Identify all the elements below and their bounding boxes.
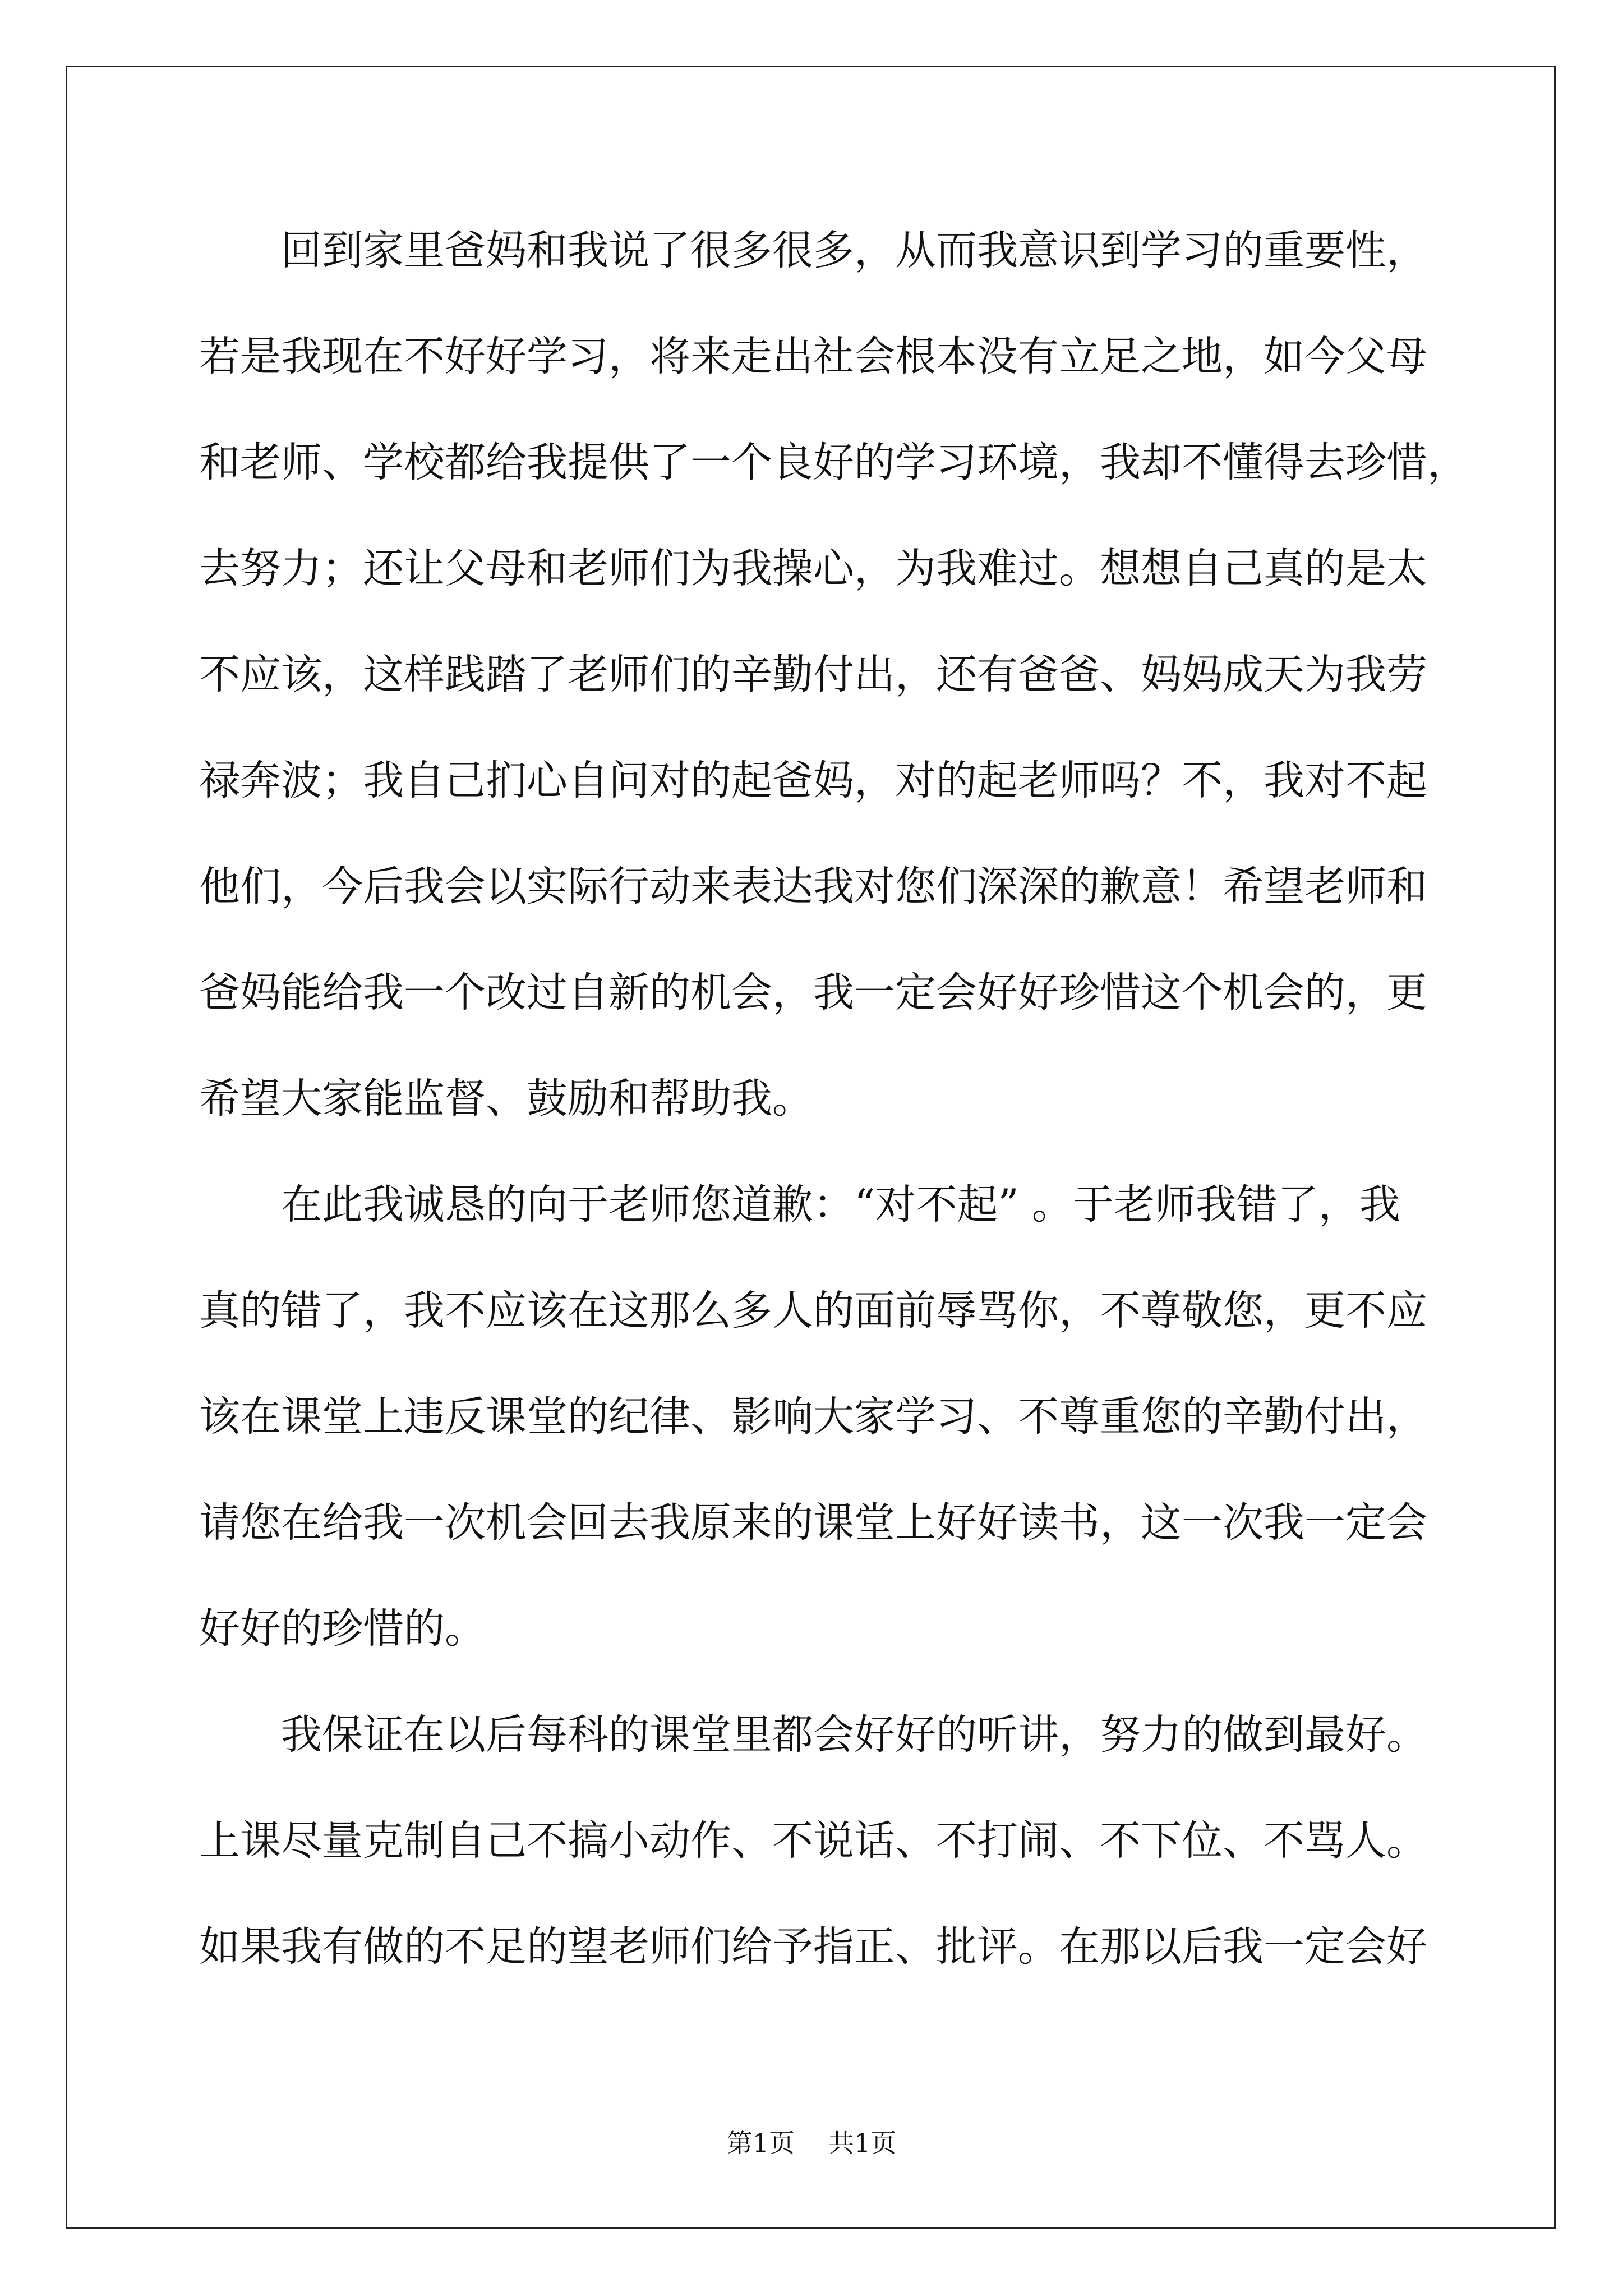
text-line: 去努力；还让父母和老师们为我操心，为我难过。想想自己真的是太 bbox=[199, 545, 1427, 592]
text-line: 我保证在以后每科的课堂里都会好好的听讲，努力的做到最好。 bbox=[281, 1711, 1427, 1759]
text-line: 真的错了，我不应该在这那么多人的面前辱骂你，不尊敬您，更不应 bbox=[199, 1287, 1427, 1335]
paragraph-2 bbox=[199, 1152, 1523, 1682]
text-line: 若是我现在不好好学习，将来走出社会根本没有立足之地，如今父母 bbox=[199, 333, 1427, 380]
text-line: 希望大家能监督、鼓励和帮助我。 bbox=[199, 1075, 813, 1122]
text-line: 和老师、学校都给我提供了一个良好的学习环境，我却不懂得去珍惜， bbox=[199, 439, 1468, 486]
text-line: 爸妈能给我一个改过自新的机会，我一定会好好珍惜这个机会的，更 bbox=[199, 969, 1427, 1016]
page-footer bbox=[0, 2126, 1623, 2160]
text-line: 上课尽量克制自己不搞小动作、不说话、不打闹、不下位、不骂人。 bbox=[199, 1817, 1427, 1865]
text-line: 请您在给我一次机会回去我原来的课堂上好好读书，这一次我一定会 bbox=[199, 1499, 1427, 1547]
text-line: 他们，今后我会以实际行动来表达我对您们深深的歉意！希望老师和 bbox=[199, 863, 1427, 910]
text-line: 回到家里爸妈和我说了很多很多，从而我意识到学习的重要性， bbox=[281, 227, 1427, 274]
text-line: 好好的珍惜的。 bbox=[199, 1605, 486, 1653]
page-number-current: 第1页 bbox=[726, 2128, 795, 2158]
paragraph-1 bbox=[199, 197, 1523, 1152]
text-line: 在此我诚恳的向于老师您道歉：“对不起” 。于老师我错了，我 bbox=[281, 1181, 1400, 1228]
text-line: 不应该，这样践踏了老师们的辛勤付出，还有爸爸、妈妈成天为我劳 bbox=[199, 651, 1427, 698]
page-number-total: 共1页 bbox=[828, 2128, 897, 2158]
document-body bbox=[199, 197, 1523, 2000]
paragraph-3 bbox=[199, 1682, 1523, 2000]
text-line: 该在课堂上违反课堂的纪律、影响大家学习、不尊重您的辛勤付出， bbox=[199, 1393, 1427, 1441]
text-line: 禄奔波；我自己扪心自问对的起爸妈，对的起老师吗？不，我对不起 bbox=[199, 757, 1427, 804]
text-line: 如果我有做的不足的望老师们给予指正、批评。在那以后我一定会好 bbox=[199, 1923, 1427, 1971]
